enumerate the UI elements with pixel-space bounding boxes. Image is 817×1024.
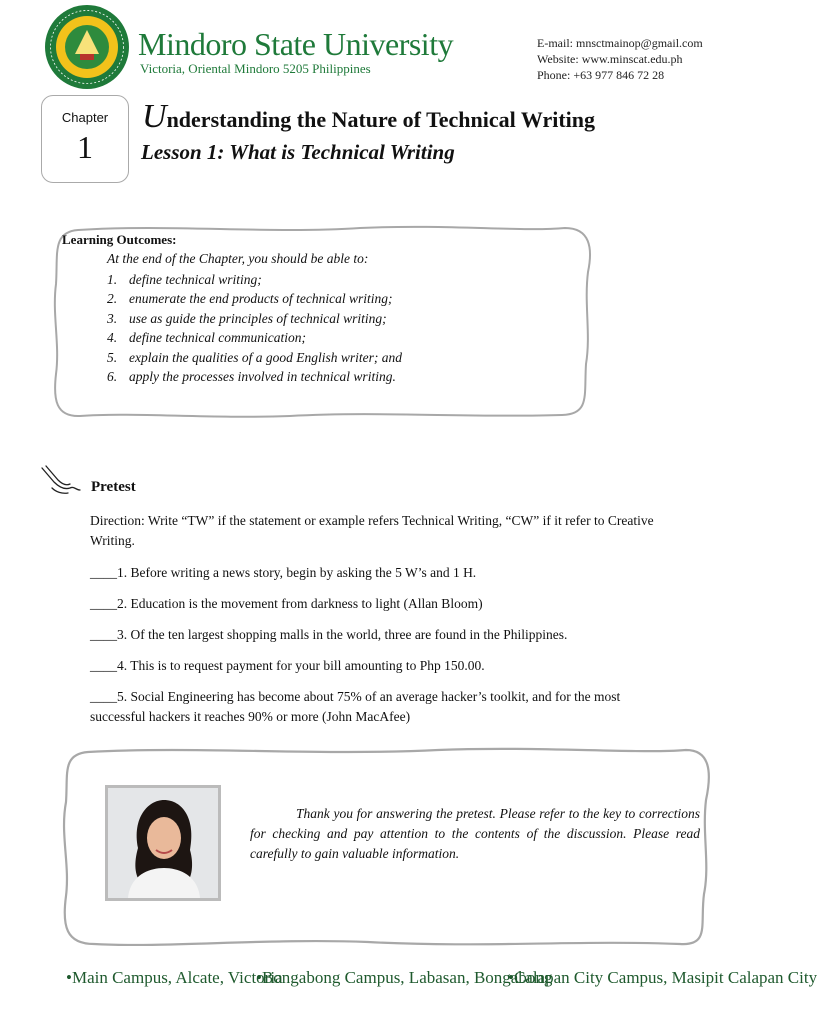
chapter-title-initial: U (142, 98, 167, 135)
list-item: 5. explain the qualities of a good English writer; and (107, 349, 402, 365)
list-item: 1. define technical writing; (107, 272, 262, 287)
pretest-item: ____5. Social Engineering has become about 75% of an average hacker’s toolkit, and for the most successful hackers it reaches 90% or more (John MacAfee) (90, 689, 621, 724)
campus-calapan: •Calapan City Campus, Masipit Calapan City (508, 968, 817, 987)
chapter-title (142, 98, 595, 136)
list-item: 3. use as guide the principles of technical writing; (107, 310, 387, 326)
pretest-item: ____1. Before writing a news story, begin by asking the 5 W’s and 1 H. (90, 565, 477, 580)
list-item: 6. apply the processes involved in technical writing. (107, 369, 396, 385)
pretest-heading: Pretest (91, 479, 136, 495)
teacher-photo (105, 785, 221, 901)
chapter-title-rest: nderstanding the Nature of Technical Writing (166, 107, 596, 132)
contact-website: Website: www.minscat.edu.ph (537, 52, 683, 66)
portrait-image (108, 788, 218, 898)
campus-bongabong: •Bongabong Campus, Labasan, Bongabong (256, 968, 553, 987)
list-item: 2. enumerate the end products of technical writing; (107, 291, 393, 307)
chapter-number: 1 (77, 129, 93, 165)
university-seal-logo (44, 4, 130, 90)
contact-email: E-mail: mnsctmainop@gmail.com (537, 36, 703, 50)
outcomes-list (107, 270, 402, 386)
writing-hand-icon (40, 464, 82, 498)
chapter-label: Chapter (61, 110, 109, 125)
lesson-title: Lesson 1: What is Technical Writing (141, 140, 455, 164)
contact-info (537, 35, 703, 83)
pretest-direction: Direction: Write “TW” if the statement or example refers Technical Writing, “CW” if it refer to Creative Writing. (90, 513, 654, 548)
list-item: 4. define technical communication; (107, 330, 306, 346)
campus-main: •Main Campus, Alcate, Victoria (66, 968, 283, 987)
university-name: Mindoro State University (138, 26, 454, 62)
university-address: Victoria, Oriental Mindoro 5205 Philippines (140, 61, 371, 76)
footer-campuses (0, 968, 817, 998)
pretest-item: ____4. This is to request payment for your bill amounting to Php 150.00. (90, 658, 485, 673)
outcomes-intro: At the end of the Chapter, you should be able to: (107, 251, 369, 266)
contact-phone: Phone: +63 977 846 72 28 (537, 68, 665, 82)
outcomes-heading: Learning Outcomes: (62, 232, 177, 247)
pretest-item: ____2. Education is the movement from darkness to light (Allan Bloom) (90, 596, 483, 611)
chapter-box (41, 95, 129, 183)
thanks-message: Thank you for answering the pretest. Please refer to the key to corrections for checking and pay attention to the contents of the discussion. Please read carefully to gain valuable information. (250, 806, 700, 861)
pretest-item: ____3. Of the ten largest shopping malls in the world, three are found in the Philippines. (90, 627, 568, 642)
